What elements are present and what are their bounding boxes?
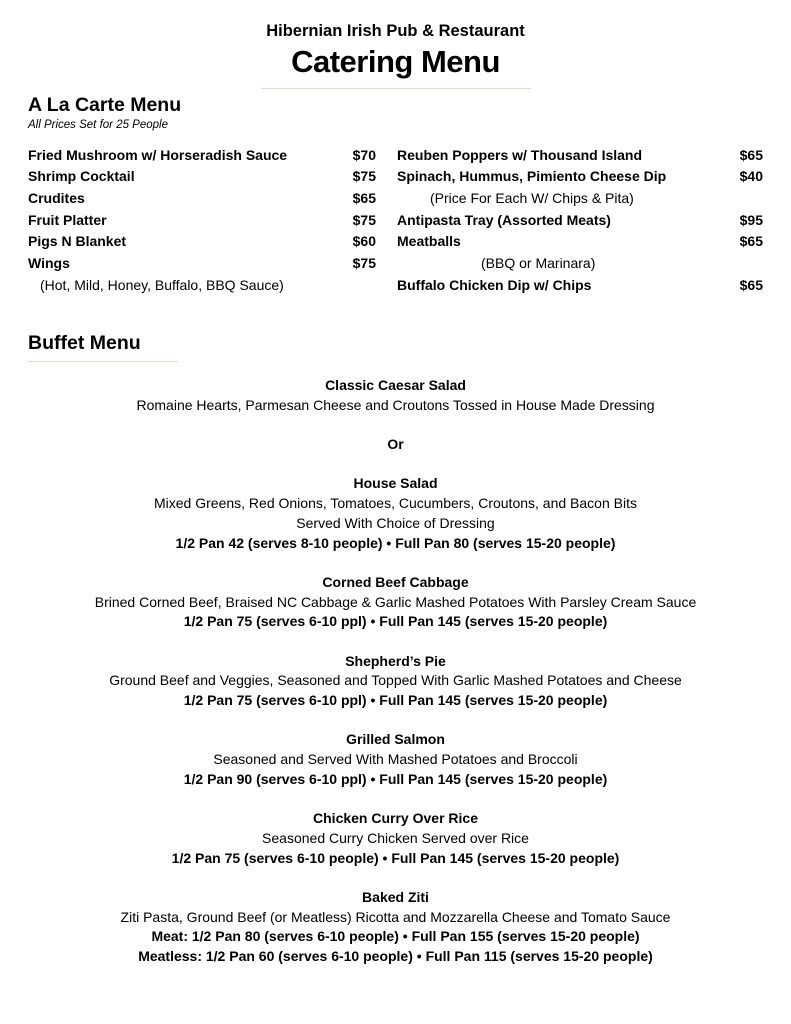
page-title: Catering Menu	[291, 44, 500, 79]
restaurant-name: Hibernian Irish Pub & Restaurant	[266, 22, 525, 40]
spacer	[0, 632, 791, 652]
menu-item	[28, 145, 376, 165]
buffet-item-name: Or	[387, 436, 404, 453]
menu-item	[28, 166, 376, 186]
spacer	[0, 455, 791, 475]
buffet-item-pricing: 1/2 Pan 75 (serves 6-10 ppl) • Full Pan 145 (serves 15-20 people)	[183, 692, 608, 708]
item-name: Pigs N Blanket	[28, 233, 127, 249]
buffet-item-description: Mixed Greens, Red Onions, Tomatoes, Cucumbers, Croutons, and Bacon Bits	[154, 495, 637, 512]
item-note: (Hot, Mild, Honey, Buffalo, BBQ Sauce)	[40, 277, 284, 293]
item-price: $65	[352, 190, 376, 206]
menu-item	[28, 253, 376, 273]
spacer	[0, 711, 791, 731]
menu-item	[397, 275, 763, 295]
item-note: (BBQ or Marinara)	[481, 255, 596, 271]
buffet-title: Buffet Menu	[28, 332, 141, 354]
item-price: $75	[352, 255, 376, 271]
buffet-item	[0, 474, 791, 553]
spacer	[0, 553, 791, 573]
alacarte-subtitle: All Prices Set for 25 People	[28, 119, 168, 131]
alacarte-title: A La Carte Menu	[28, 94, 182, 116]
item-price: $60	[352, 233, 376, 249]
spacer	[0, 415, 791, 435]
buffet-item-description: Ground Beef and Veggies, Seasoned and Topped With Garlic Mashed Potatoes and Cheese	[109, 672, 682, 689]
buffet-item-name: House Salad	[353, 475, 438, 492]
spacer	[0, 868, 791, 888]
buffet-item-pricing: Meat: 1/2 Pan 80 (serves 6-10 people) • Full Pan 155 (serves 15-20 people)	[151, 928, 640, 945]
menu-item	[397, 231, 763, 251]
item-price: $75	[352, 168, 376, 184]
item-name: Shrimp Cocktail	[28, 168, 135, 184]
buffet-item	[0, 376, 791, 415]
item-price: $40	[739, 168, 763, 184]
item-name: Antipasta Tray (Assorted Meats)	[397, 212, 611, 228]
buffet-item-description: Brined Corned Beef, Braised NC Cabbage & Garlic Mashed Potatoes With Parsley Cream Sauce	[94, 593, 697, 610]
buffet-item-pricing: Meatless: 1/2 Pan 60 (serves 6-10 people) • Full Pan 115 (serves 15-20 people)	[138, 947, 653, 964]
menu-item	[397, 210, 763, 230]
title-divider	[261, 88, 531, 89]
buffet-item	[0, 652, 791, 711]
buffet-item-description: Seasoned and Served With Mashed Potatoes and Broccoli	[213, 751, 578, 768]
menu-item	[28, 188, 376, 208]
item-price: $75	[352, 212, 376, 228]
buffet-item	[0, 809, 791, 868]
buffet-item-name: Grilled Salmon	[346, 731, 445, 748]
item-name: Fried Mushroom w/ Horseradish Sauce	[28, 147, 288, 163]
buffet-separator	[0, 435, 791, 455]
item-name: Crudites	[28, 190, 85, 206]
item-price: $65	[739, 233, 763, 249]
item-name: Meatballs	[397, 233, 461, 249]
item-note: (Price For Each W/ Chips & Pita)	[430, 190, 634, 206]
menu-item	[28, 231, 376, 251]
buffet-item	[0, 730, 791, 789]
buffet-divider	[28, 361, 178, 362]
item-name: Spinach, Hummus, Pimiento Cheese Dip	[397, 168, 667, 184]
buffet-item-name: Classic Caesar Salad	[325, 377, 466, 393]
buffet-item-pricing: 1/2 Pan 90 (serves 6-10 ppl) • Full Pan 145 (serves 15-20 people)	[183, 770, 608, 787]
buffet-item-name: Corned Beef Cabbage	[322, 573, 469, 590]
buffet-item-description: Seasoned Curry Chicken Served over Rice	[262, 829, 529, 846]
item-name: Fruit Platter	[28, 212, 107, 228]
menu-item	[28, 210, 376, 230]
buffet-item-pricing: 1/2 Pan 75 (serves 6-10 people) • Full Pan 145 (serves 15-20 people)	[171, 849, 620, 866]
item-name: Reuben Poppers w/ Thousand Island	[397, 147, 643, 163]
buffet-item-name: Chicken Curry Over Rice	[313, 810, 478, 827]
buffet-item-name: Baked Ziti	[362, 888, 429, 905]
buffet-item-description: Served With Choice of Dressing	[296, 514, 495, 531]
buffet-item-description: Ziti Pasta, Ground Beef (or Meatless) Ricotta and Mozzarella Cheese and Tomato Sauce	[120, 908, 671, 925]
buffet-item-pricing: 1/2 Pan 42 (serves 8-10 people) • Full Pan 80 (serves 15-20 people)	[175, 534, 616, 551]
buffet-item-name: Shepherd’s Pie	[345, 652, 446, 669]
menu-item	[397, 166, 763, 186]
menu-item	[397, 145, 763, 165]
item-price: $95	[739, 212, 763, 228]
item-price: $70	[352, 147, 376, 163]
buffet-item	[0, 573, 791, 632]
item-name: Wings	[28, 255, 70, 271]
spacer	[0, 789, 791, 809]
item-name: Buffalo Chicken Dip w/ Chips	[397, 277, 592, 293]
buffet-list	[0, 376, 791, 967]
buffet-item-description: Romaine Hearts, Parmesan Cheese and Croutons Tossed in House Made Dressing	[136, 396, 655, 413]
item-price: $65	[739, 277, 763, 293]
item-price: $65	[739, 147, 763, 163]
buffet-item	[0, 888, 791, 967]
buffet-item-pricing: 1/2 Pan 75 (serves 6-10 ppl) • Full Pan 145 (serves 15-20 people)	[183, 613, 608, 630]
